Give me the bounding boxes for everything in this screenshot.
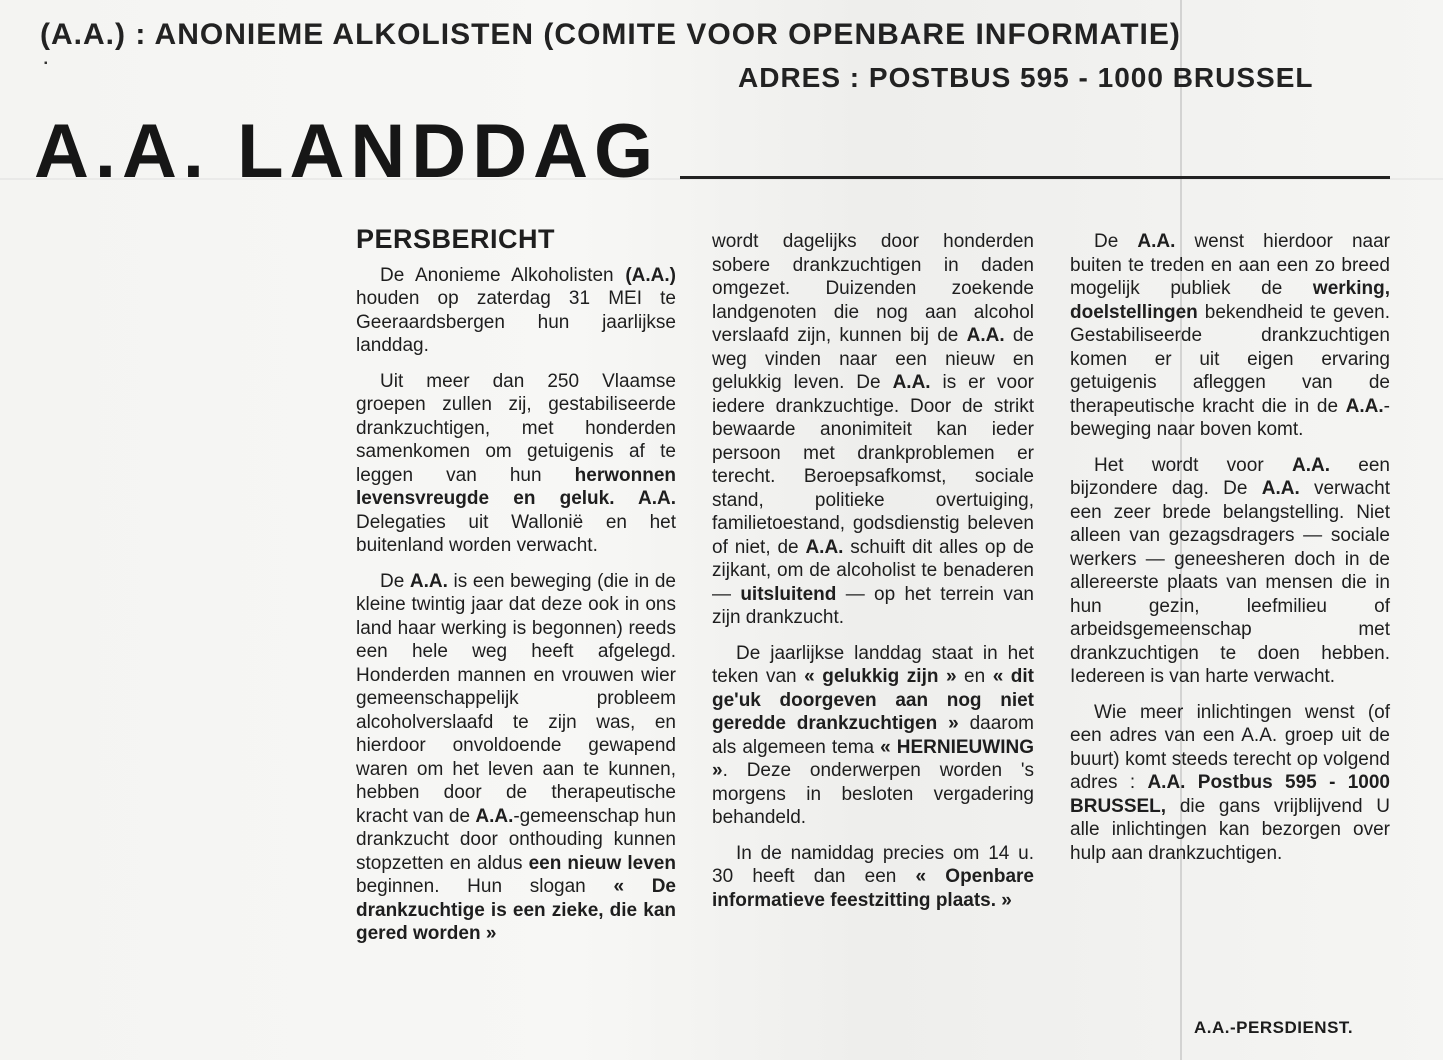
text: bekendheid te geven. Gestabiliseerde drankzuchtigen komen er uit eigen ervaring getuigenis afleggen van de therapeutische kracht die in de	[1070, 301, 1390, 417]
bold-text: A.A. Postbus 595 - 1000 BRUSSEL,	[1070, 772, 1390, 817]
text: is een beweging (die in de kleine twintig jaar dat deze ook in ons land haar werking is begonnen) reeds een hele weg heeft afgelegd. Honderden mannen en vrouwen wier gemeenschappelijk probleem alcoholverslaafd te zijn was, en hierdoor onvoldoende gewapend waren om het leven aan te kunnen, hebben door de therapeutische kracht van de	[356, 570, 676, 827]
article-column-3	[1070, 230, 1390, 877]
bold-text: « De drankzuchtige is een zieke, die kan gered worden »	[356, 876, 676, 944]
masthead-title: A.A. LANDDAG	[34, 109, 660, 194]
paragraph	[1070, 454, 1390, 689]
bold-text: « dit ge'uk doorgeven aan nog niet geredde drankzuchtigen »	[712, 666, 1034, 734]
bold-text: A.A.	[1261, 478, 1300, 499]
bold-text: werking, doelstellingen	[1070, 278, 1390, 323]
text: verwacht een zeer brede belangstelling. Niet alleen van gezagsdragers — sociale werkers — geneesheren doch in de allereerste plaats van mensen die in hun gezin, leefmilieu of arbeidsgemeenschap met drankzuchtigen te doen hebben. Iedereen is van harte verwacht.	[1070, 478, 1391, 687]
bold-text: « HERNIEUWING »	[712, 736, 1034, 781]
text: — op het terrein van zijn drankzucht.	[712, 583, 1035, 628]
text: De jaarlijkse landdag staat in het teken van	[712, 642, 1034, 687]
header-address: ADRES : POSTBUS 595 - 1000 BRUSSEL	[738, 62, 1314, 93]
signature: A.A.-PERSDIENST.	[1194, 1018, 1354, 1037]
paragraph	[1070, 701, 1390, 866]
section-title: PERSBERICHT	[356, 224, 556, 254]
text: De Anonieme Alkoholisten	[380, 264, 626, 286]
bold-text: uitsluitend	[740, 583, 837, 605]
text: schuift dit alles op de zijkant, om de alcoholist te benaderen —	[712, 536, 1034, 605]
bold-text: herwonnen levensvreugde en geluk. A.A.	[356, 464, 676, 509]
text: die gans vrijblijvend U alle inlichtingen kan bezorgen over hulp aan drankzuchtigen.	[1070, 795, 1390, 864]
text: In de namiddag precies om 14 u. 30 heeft dan een	[712, 842, 1034, 887]
bold-text: A.A.	[409, 570, 448, 592]
text: is er voor iedere drankzuchtige. Door de strikt bewaarde anonimiteit kan ieder persoon met drankproblemen er terecht. Beroepsafkomst, sociale stand, politieke overtuiging, familietoestand, godsdienstig beleven of niet, de	[712, 372, 1034, 558]
bold-text: een nieuw leven	[528, 852, 676, 874]
bold-text: « Openbare informatieve feestzitting plaats. »	[712, 866, 1034, 911]
text: en	[956, 666, 993, 687]
text: wordt dagelijks door honderden sobere drankzuchtigen in daden omgezet. Duizenden zoekende landgenoten die nog aan alcohol verslaafd zijn, kunnen bij de	[712, 231, 1034, 346]
masthead-rule	[680, 176, 1390, 179]
paragraph	[356, 570, 676, 946]
paragraph	[1070, 230, 1390, 442]
header-organization: (A.A.) : ANONIEME ALKOLISTEN (COMITE VOOR OPENBARE INFORMATIE)	[40, 18, 1181, 51]
article-column-2	[712, 230, 1034, 924]
bold-text: A.A.	[805, 536, 844, 558]
text: de weg vinden naar een nieuw en gelukkig leven. De	[712, 325, 1034, 393]
bold-text: A.A.	[892, 372, 931, 393]
paragraph	[712, 230, 1034, 630]
paragraph	[356, 264, 676, 358]
text: De	[380, 570, 410, 592]
bold-text: « gelukkig zijn »	[804, 666, 957, 687]
text: -gemeenschap hun drankzucht door onthouding kunnen stopzetten en aldus	[356, 805, 677, 874]
text: Wie meer inlichtingen wenst (of een adres van een A.A. groep uit de buurt) komt steeds terecht op volgend adres :	[1070, 701, 1390, 793]
text: Uit meer dan 250 Vlaamse groepen zullen zij, gestabiliseerde drankzuchtigen, met honderden samenkomen om getuigenis af te leggen van hun	[356, 370, 676, 486]
bold-text: A.A.	[475, 805, 514, 827]
bold-text: A.A.	[1291, 454, 1330, 476]
bold-text: A.A.	[1345, 395, 1384, 417]
paragraph	[712, 642, 1034, 830]
ink-speck: ▪	[44, 58, 48, 69]
text: De	[1094, 231, 1138, 252]
text: Het wordt voor	[1094, 454, 1292, 476]
text: wenst hierdoor naar buiten te treden en aan een zo breed mogelijk publiek de	[1070, 231, 1390, 299]
paragraph	[712, 842, 1034, 913]
paragraph	[356, 370, 676, 558]
text: -beweging naar boven komt.	[1070, 395, 1390, 440]
article-column-1	[356, 224, 677, 958]
text: beginnen. Hun slogan	[356, 876, 614, 897]
bold-text: A.A.	[1137, 231, 1176, 252]
text: houden op zaterdag 31 MEI te Geeraardsbergen hun jaarlijkse landdag.	[356, 288, 676, 356]
bold-text: A.A.	[966, 325, 1005, 346]
text: daarom als algemeen tema	[712, 713, 1034, 758]
bold-text: (A.A.)	[625, 264, 676, 286]
text: . Deze onderwerpen worden 's morgens in besloten vergadering behandeld.	[712, 760, 1034, 828]
text: Delegaties uit Wallonië en het buitenland worden verwacht.	[356, 511, 676, 556]
text: een bijzondere dag. De	[1070, 454, 1390, 499]
